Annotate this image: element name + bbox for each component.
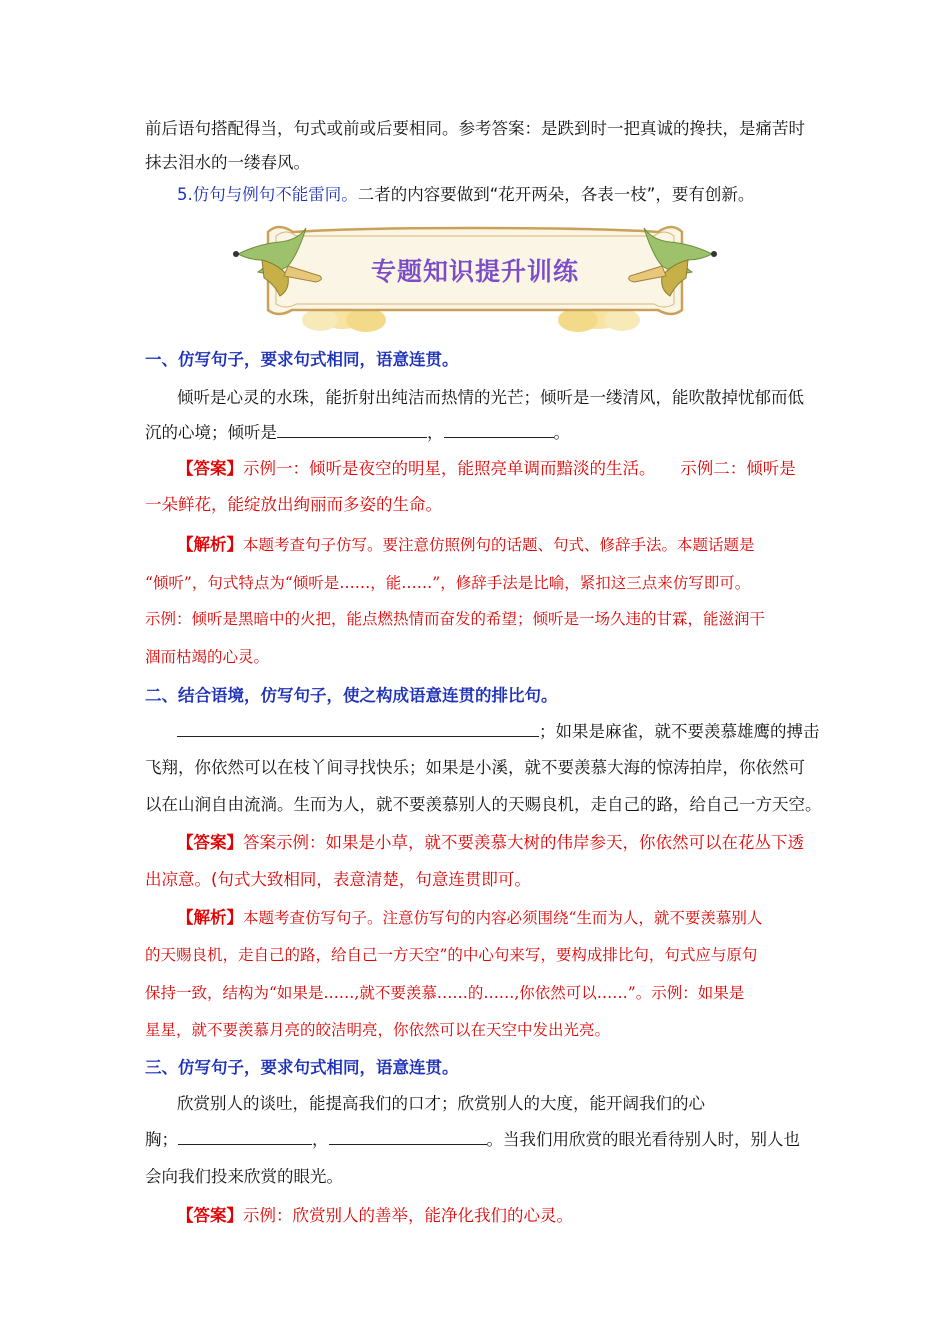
q2-prompt-line-3: 以在山涧自由流淌。生而为人，就不要羡慕别人的天赐良机，走自己的路，给自己一方天空。	[145, 795, 822, 814]
q2-analysis-line-1	[177, 899, 807, 937]
q2-answer-text: 答案示例：如果是小草，就不要羡慕大树的伟岸参天，你依然可以在花丛下透	[243, 833, 804, 852]
q1-blank-1[interactable]	[277, 420, 427, 438]
q2-answer-line-1	[177, 824, 807, 861]
q2-prompt-text: ；如果是麻雀，就不要羡慕雄鹰的搏击	[539, 722, 820, 741]
q2-answer-line-2: 出凉意。(句式大致相同，表意清楚，句意连贯即可。	[145, 870, 531, 889]
intro-line-2: 抹去泪水的一缕春风。	[145, 153, 310, 172]
section-banner	[228, 214, 722, 338]
q3-sep: ，	[312, 1130, 329, 1149]
q3-answer-tag: 【答案】	[177, 1206, 243, 1225]
q1-analysis-line-3: 示例：倾听是黑暗中的火把，能点燃热情而奋发的希望；倾听是一场久违的甘霖，能滋润干	[145, 610, 766, 628]
q2-prompt-line-1	[177, 713, 820, 750]
q3-blank-2[interactable]	[329, 1127, 487, 1145]
q3-heading: 三、仿写句子，要求句式相同，语意连贯。	[145, 1058, 459, 1077]
q3-prompt-line-1: 欣赏别人的谈吐，能提高我们的口才；欣赏别人的大度，能开阔我们的心	[177, 1094, 705, 1113]
banner-title: 专题知识提升训练	[370, 257, 579, 286]
q1-analysis-tag: 【解析】	[177, 535, 243, 554]
q1-sep: ，	[427, 423, 444, 442]
q3-prompt-line-2	[145, 1121, 807, 1158]
q1-prompt-line-1: 倾听是心灵的水珠，能折射出纯洁而热情的光芒；倾听是一缕清风，能吹散掉忧郁而低	[177, 388, 804, 407]
q3-answer-text: 示例：欣赏别人的善举，能净化我们的心灵。	[243, 1206, 573, 1225]
q1-prompt-line-2	[145, 414, 807, 451]
q1-answer-text: 示例一：倾听是夜空的明星，能照亮单调而黯淡的生活。 示例二：倾听是	[243, 459, 796, 478]
q2-answer-tag: 【答案】	[177, 833, 243, 852]
q2-analysis-tag: 【解析】	[177, 908, 243, 927]
q1-answer-line-1	[177, 450, 807, 487]
q1-heading: 一、仿写句子，要求句式相同，语意连贯。	[145, 350, 459, 369]
q2-analysis-line-2: 的天赐良机，走自己的路，给自己一方天空”的中心句来写，要构成排比句，句式应与原句	[145, 946, 758, 964]
q2-heading: 二、结合语境，仿写句子，使之构成语意连贯的排比句。	[145, 686, 558, 705]
q1-answer-line-2: 一朵鲜花，能绽放出绚丽而多姿的生命。	[145, 495, 442, 514]
q1-analysis-text: 本题考查句子仿写。要注意仿照例句的话题、句式、修辞手法。本题话题是	[243, 536, 755, 554]
q2-blank[interactable]	[177, 719, 539, 737]
q2-analysis-text: 本题考查仿写句子。注意仿写句的内容必须围绕“生而为人，就不要羡慕别人	[243, 909, 763, 927]
q1-answer-tag: 【答案】	[177, 459, 243, 478]
q1-analysis-line-4: 涸而枯竭的心灵。	[145, 648, 270, 666]
tip-5	[177, 176, 807, 213]
q3-prompt-text-a: 胸；	[145, 1130, 178, 1149]
q2-analysis-line-4: 星星，就不要羡慕月亮的皎洁明亮，你依然可以在天空中发出光亮。	[145, 1021, 611, 1039]
q1-analysis-line-2: “倾听”，句式特点为“倾听是……，能……”，修辞手法是比喻，紧扣这三点来仿写即可。	[145, 574, 751, 592]
q1-blank-2[interactable]	[444, 420, 554, 438]
q3-prompt-line-3: 会向我们投来欣赏的眼光。	[145, 1167, 343, 1186]
q1-prompt-text: 沉的心境；倾听是	[145, 423, 277, 442]
q3-blank-1[interactable]	[178, 1127, 312, 1145]
q3-prompt-text-b: 。当我们用欣赏的眼光看待别人时，别人也	[486, 1130, 800, 1149]
q2-prompt-line-2: 飞翔，你依然可以在枝丫间寻找快乐；如果是小溪，就不要羡慕大海的惊涛拍岸，你依然可	[145, 758, 805, 777]
q2-analysis-line-3: 保持一致，结构为“如果是……,就不要羡慕……的……,你依然可以……”。示例：如果是	[145, 984, 745, 1002]
q3-answer-line-1	[177, 1197, 807, 1234]
q1-analysis-line-1	[177, 526, 807, 564]
tip-5-lead: 5.仿句与例句不能雷同。	[177, 185, 358, 204]
intro-line-1: 前后语句搭配得当，句式或前或后要相同。参考答案：是跌到时一把真诚的搀扶，是痛苦时	[145, 119, 805, 138]
q1-end: 。	[553, 423, 570, 442]
tip-5-body: 二者的内容要做到“花开两朵，各表一枝”，要有创新。	[357, 185, 755, 204]
